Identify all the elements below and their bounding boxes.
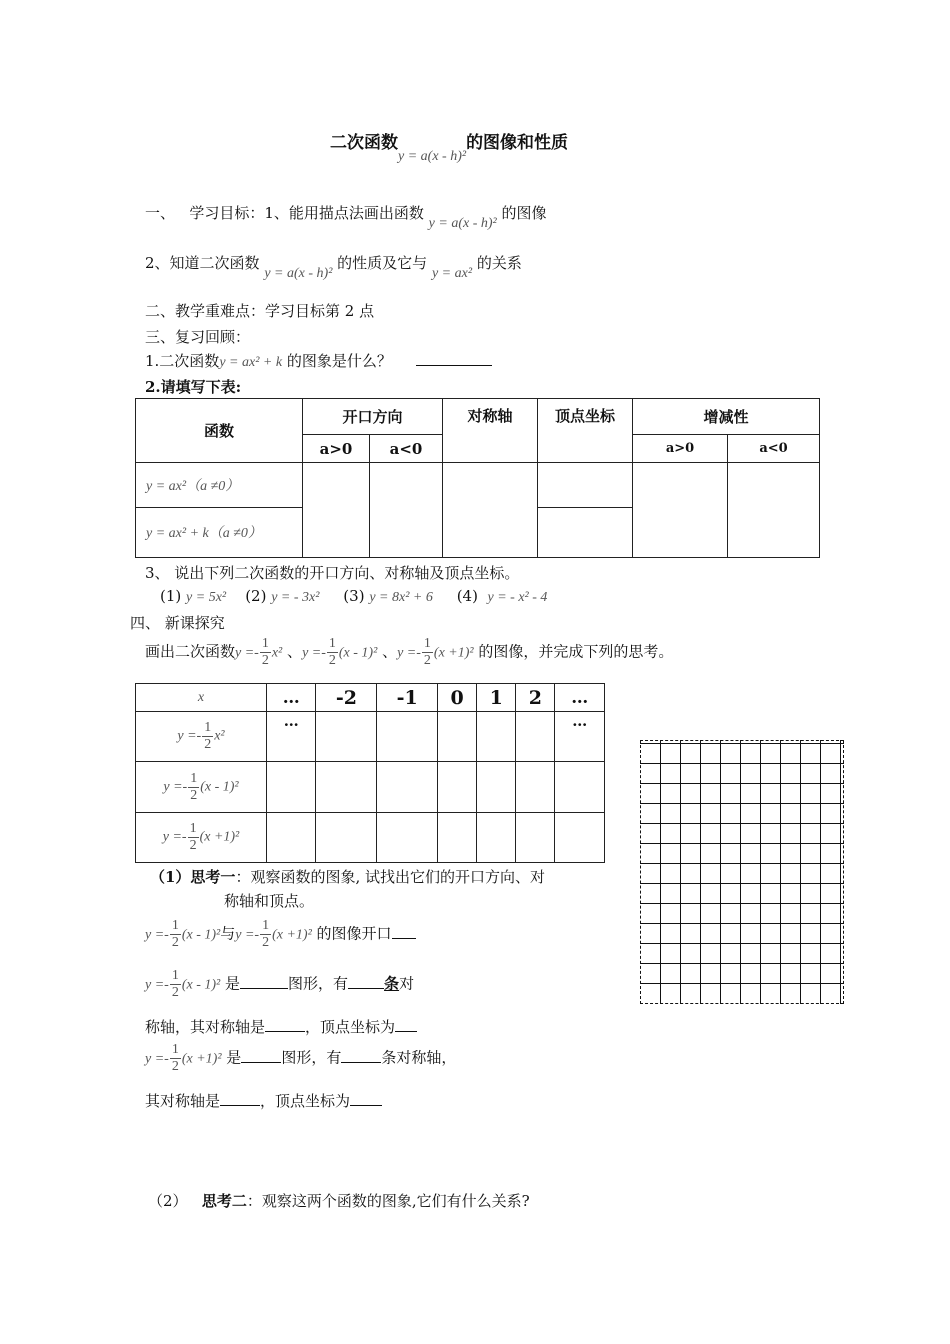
line-graph-1: y =- $\frac{1}{2}$ (x - 1)² 是 图形，有 条对 <box>145 968 415 1000</box>
title-formula: y = a(x - h)² <box>398 149 467 164</box>
th-vertex: 顶点坐标 <box>538 399 633 463</box>
graph-paper-grid[interactable] <box>640 740 844 1004</box>
cell-value[interactable] <box>377 712 438 762</box>
cell-open-pos[interactable] <box>303 463 370 558</box>
blank-vertex-2[interactable] <box>350 1091 382 1106</box>
cell-value[interactable] <box>377 762 438 812</box>
fraction-half: $\frac{1}{2}$ <box>261 636 269 668</box>
word-shi: 是 <box>225 974 241 993</box>
th-col: … <box>555 684 605 712</box>
title-suffix: 的图像和性质 <box>466 133 569 153</box>
goal2-formula: y = a(x - h)² <box>264 266 333 281</box>
cell-dots: … <box>267 712 316 762</box>
think-1 <box>150 866 545 887</box>
q1-blank[interactable] <box>416 351 492 366</box>
blank-axis-2[interactable] <box>220 1091 260 1106</box>
goal-2 <box>145 252 522 282</box>
row-ax2-k: y = ax² + k（a ≠0） <box>136 507 303 557</box>
q3-item-label: (4) <box>456 587 478 605</box>
draw-sep: 、 <box>382 642 398 661</box>
sec1-label: 一、 <box>145 204 176 222</box>
cell-value[interactable] <box>316 812 377 862</box>
th-col: … <box>267 684 316 712</box>
think1-label: （1）思考一 <box>150 868 236 886</box>
word-axis-is: 称轴，其对称轴是 <box>145 1018 266 1036</box>
cell-dots: … <box>555 712 605 762</box>
th-col: -2 <box>316 684 377 712</box>
line-open: y =- $\frac{1}{2}$ (x - 1)²与y =- $\frac{1}{2}$ (x +1)² 的图像开口 <box>145 918 416 951</box>
fraction-half: $\frac{1}{2}$ <box>423 636 431 668</box>
line-axis-2 <box>145 1090 382 1111</box>
q1-tail: 的图象是什么？ <box>286 352 392 370</box>
cell-value[interactable] <box>477 712 516 762</box>
row-func-2: y =- $\frac{1}{2}$ (x - 1)² <box>136 762 267 812</box>
blank-shape-2[interactable] <box>241 1048 281 1063</box>
cell-value[interactable] <box>267 812 316 862</box>
th-col: -1 <box>377 684 438 712</box>
cell-value[interactable] <box>316 762 377 812</box>
q3-item-formula: y = 5x² <box>186 590 227 605</box>
cell-value[interactable] <box>438 762 477 812</box>
cell-value[interactable] <box>477 762 516 812</box>
cell-value[interactable] <box>267 762 316 812</box>
draw-instruction: 画出二次函数y =- $\frac{1}{2}$ x² 、y =- $\frac{1}{2}$ (x - 1)² 、y =- $\frac{1}{2}$ (x +1)² 的图像，并完成下列的思考。 <box>145 636 674 668</box>
th-function: 函数 <box>136 399 303 463</box>
q3-item-label: (3) <box>343 587 365 605</box>
question-2: 2.请填写下表: <box>145 378 242 396</box>
cell-mono-neg[interactable] <box>728 463 820 558</box>
cell-value[interactable] <box>516 812 555 862</box>
blank-axis-1[interactable] <box>265 1017 305 1032</box>
think2-bold: 思考二 <box>201 1192 247 1210</box>
th-col: 1 <box>477 684 516 712</box>
q3-item-formula: y = - 3x² <box>271 590 320 605</box>
draw-tail: 的图像，并完成下列的思考。 <box>478 642 674 661</box>
word-tiao-2: 条对称轴， <box>381 1048 457 1067</box>
blank-open[interactable] <box>392 924 416 939</box>
th-opening: 开口方向 <box>303 399 443 435</box>
q3-item-formula: y = 8x² + 6 <box>369 590 433 605</box>
word-vertex-is: ，顶点坐标为 <box>305 1018 396 1036</box>
word-shi: 是 <box>226 1048 242 1067</box>
word-tiao: 条 <box>384 974 400 993</box>
page-title <box>330 128 568 165</box>
th-monotonicity: 增减性 <box>633 399 820 435</box>
q3-items <box>160 587 547 606</box>
line-axis-1 <box>145 1016 417 1037</box>
draw-prefix: 画出二次函数 <box>145 642 236 661</box>
think2-text: ：观察这两个函数的图象,它们有什么关系? <box>246 1192 530 1210</box>
section-keypoints: 二、教学重难点：学习目标第 2 点 <box>145 302 375 320</box>
values-table <box>135 683 605 863</box>
line-graph-2: y =- $\frac{1}{2}$ (x +1)² 是 图形，有 条对称轴， <box>145 1042 457 1074</box>
th-open-a-neg: a<0 <box>370 435 443 463</box>
cell-axis[interactable] <box>443 463 538 558</box>
cell-value[interactable] <box>555 812 605 862</box>
cell-value[interactable] <box>555 762 605 812</box>
goal2-mid: 的性质及它与 <box>337 254 428 272</box>
section-review: 三、复习回顾： <box>145 328 251 346</box>
word-axis-is-2: 其对称轴是 <box>145 1092 221 1110</box>
question-3: 3、 说出下列二次函数的开口方向、对称轴及顶点坐标。 <box>145 564 520 582</box>
row-func-1: y =- $\frac{1}{2}$ x² <box>136 712 267 762</box>
row-func-3: y =- $\frac{1}{2}$ (x +1)² <box>136 812 267 862</box>
blank-count-1[interactable] <box>348 974 384 989</box>
word-shape: 图形，有 <box>288 974 349 993</box>
th-mono-a-neg: a<0 <box>728 435 820 463</box>
goal2-formula2: y = ax² <box>431 266 473 281</box>
blank-shape-1[interactable] <box>240 974 288 989</box>
word-yu: 与 <box>220 924 236 943</box>
q3-item-label: (2) <box>245 587 267 605</box>
cell-value[interactable] <box>377 812 438 862</box>
sec1-formula: y = a(x - h)² <box>428 216 497 231</box>
cell-value[interactable] <box>477 812 516 862</box>
fraction-half: $\frac{1}{2}$ <box>328 636 336 668</box>
q1-formula: y = ax² + k <box>219 355 283 370</box>
review-table <box>135 398 820 558</box>
think2-label: （2） <box>148 1192 188 1210</box>
goal2-text: 2、知道二次函数 <box>145 254 260 272</box>
row-ax2: y = ax²（a ≠0） <box>136 463 303 507</box>
th-col: 2 <box>516 684 555 712</box>
cell-value[interactable] <box>316 712 377 762</box>
cell-vertex-2[interactable] <box>538 507 633 557</box>
cell-value[interactable] <box>438 812 477 862</box>
cell-value[interactable] <box>516 762 555 812</box>
cell-value[interactable] <box>516 712 555 762</box>
title-prefix: 二次函数 <box>330 133 398 153</box>
th-x: x <box>136 684 267 712</box>
cell-value[interactable] <box>438 712 477 762</box>
th-col: 0 <box>438 684 477 712</box>
cell-mono-pos[interactable] <box>633 463 728 558</box>
word-vertex-is-2: ，顶点坐标为 <box>260 1092 351 1110</box>
cell-open-neg[interactable] <box>370 463 443 558</box>
goal2-tail: 的关系 <box>476 254 522 272</box>
think1-text: ：观察函数的图象, 试找出它们的开口方向、对 <box>235 868 545 886</box>
draw-sep: 、 <box>287 642 303 661</box>
section-explore: 四、 新课探究 <box>130 614 225 632</box>
th-axis: 对称轴 <box>443 399 538 463</box>
th-mono-a-pos: a>0 <box>633 435 728 463</box>
sec1-text: 学习目标：1、能用描点法画出函数 <box>189 204 424 222</box>
blank-count-2[interactable] <box>341 1048 381 1063</box>
q3-item-formula: y = - x² - 4 <box>487 590 548 605</box>
section-objectives <box>145 202 547 232</box>
q3-item-label: (1) <box>160 587 182 605</box>
sec1-tail: 的图像 <box>501 204 547 222</box>
q1-text: 1.二次函数 <box>145 352 220 370</box>
word-open: 的图像开口 <box>316 924 392 943</box>
think-2 <box>148 1190 530 1211</box>
think1-text2: 称轴和顶点。 <box>224 892 315 910</box>
question-1 <box>145 350 492 371</box>
cell-vertex-1[interactable] <box>538 463 633 507</box>
blank-vertex-1[interactable] <box>395 1017 417 1032</box>
word-dui: 对 <box>399 974 415 993</box>
word-shape-2: 图形，有 <box>281 1048 342 1067</box>
th-open-a-pos: a>0 <box>303 435 370 463</box>
